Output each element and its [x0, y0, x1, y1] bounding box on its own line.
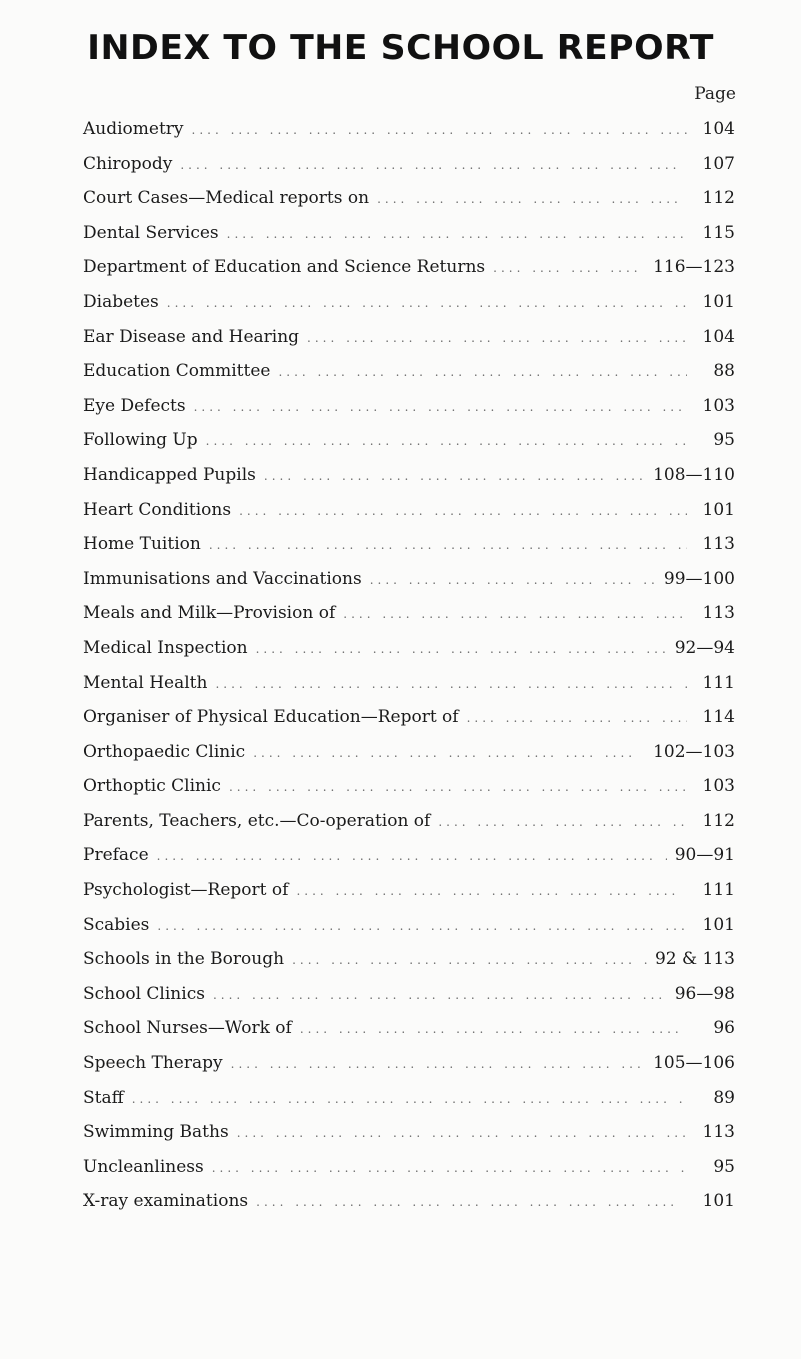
index-entry-page: 101 — [702, 291, 735, 312]
index-entry — [83, 596, 735, 631]
index-entry — [83, 112, 735, 147]
index-entry-label: Organiser of Physical Education—Report of — [83, 707, 459, 728]
dot-leader — [237, 1116, 687, 1151]
index-entry-page: 111 — [702, 880, 735, 901]
index-entry — [83, 147, 735, 182]
index-entry — [83, 1115, 735, 1150]
index-entry-label: Mental Health — [83, 672, 208, 693]
index-entry-page: 96—98 — [674, 983, 735, 1004]
index-entry — [83, 804, 735, 839]
index-entry-label: X-ray examinations — [83, 1191, 249, 1212]
index-entry — [83, 942, 735, 977]
dot-leader — [194, 390, 687, 425]
index-entry — [83, 389, 735, 424]
index-entry-label: Education Committee — [83, 361, 271, 382]
index-entry-label: Orthopaedic Clinic — [83, 741, 246, 762]
index-entry-page: 103 — [702, 776, 735, 797]
index-entry-page: 113 — [702, 603, 735, 624]
dot-leader — [292, 943, 647, 978]
index-entry — [83, 181, 735, 216]
index-entry-label: Eye Defects — [83, 395, 186, 416]
index-entry — [83, 838, 735, 873]
index-entry-label: Medical Inspection — [83, 637, 248, 658]
index-entry-page: 92 & 113 — [654, 949, 735, 970]
index-entry-label: Chiropody — [83, 153, 173, 174]
index-entry-page: 101 — [702, 914, 735, 935]
index-entry-label: Swimming Baths — [83, 1122, 229, 1143]
dot-leader — [215, 667, 687, 702]
index-entry — [83, 1011, 735, 1046]
dot-leader — [213, 978, 667, 1013]
dot-leader — [296, 874, 687, 909]
index-entry — [83, 908, 735, 943]
index-entry — [83, 977, 735, 1012]
index-entry-label: Uncleanliness — [83, 1156, 204, 1177]
index-entry-page: 88 — [713, 361, 735, 382]
dot-leader — [343, 597, 687, 632]
index-entry-label: Court Cases—Medical reports on — [83, 188, 370, 209]
index-entry — [83, 700, 735, 735]
dot-leader — [300, 1012, 687, 1047]
index-entry — [83, 493, 735, 528]
index-entry — [83, 562, 735, 597]
dot-leader — [132, 1082, 687, 1117]
index-entry-page: 101 — [702, 1191, 735, 1212]
index-entry-label: Dental Services — [83, 222, 219, 243]
dot-leader — [227, 217, 687, 252]
index-entry-label: Staff — [83, 1087, 124, 1108]
dot-leader — [206, 424, 687, 459]
index-entry-page: 116—123 — [653, 257, 735, 278]
index-entry-page: 95 — [713, 1156, 735, 1177]
index-entry-page: 113 — [702, 534, 735, 555]
index-entry — [83, 354, 735, 389]
index-entry-page: 90—91 — [674, 845, 735, 866]
index-entry-label: Home Tuition — [83, 534, 201, 555]
index-entry-label: Department of Education and Science Returns — [83, 257, 486, 278]
dot-leader — [438, 805, 687, 840]
index-entry — [83, 769, 735, 804]
index-entry-page: 104 — [702, 326, 735, 347]
dot-leader — [467, 701, 687, 736]
index-entry-label: Orthoptic Clinic — [83, 776, 221, 797]
index-entry-page: 107 — [702, 153, 735, 174]
index-entry-label: Speech Therapy — [83, 1053, 223, 1074]
index-entry-page: 96 — [713, 1018, 735, 1039]
index-entry-label: Psychologist—Report of — [83, 880, 289, 901]
page-column-header: Page — [694, 84, 736, 104]
index-entry-label: School Clinics — [83, 983, 205, 1004]
dot-leader — [253, 736, 645, 771]
dot-leader — [377, 182, 687, 217]
index-entry — [83, 735, 735, 770]
index-entry — [83, 285, 735, 320]
index-entry — [83, 631, 735, 666]
index-entry-label: Meals and Milk—Provision of — [83, 603, 336, 624]
dot-leader — [307, 321, 687, 356]
dot-leader — [256, 1185, 687, 1220]
index-entry-label: Immunisations and Vaccinations — [83, 568, 362, 589]
index-entry-page: 112 — [702, 810, 735, 831]
dot-leader — [209, 528, 687, 563]
index-entry-page: 99—100 — [663, 568, 735, 589]
index-entry-page: 105—106 — [653, 1053, 735, 1074]
page-title: INDEX TO THE SCHOOL REPORT — [87, 28, 714, 68]
index-entry-label: Following Up — [83, 430, 198, 451]
index-entry — [83, 527, 735, 562]
index-entry — [83, 216, 735, 251]
index-entry — [83, 1081, 735, 1116]
dot-leader — [370, 563, 656, 598]
index-entry-page: 108—110 — [653, 464, 735, 485]
dot-leader — [157, 909, 687, 944]
index-entry-page: 104 — [702, 119, 735, 139]
dot-leader — [264, 459, 645, 494]
index-entry-label: Ear Disease and Hearing — [83, 326, 300, 347]
index-entry-label: Audiometry — [83, 119, 184, 139]
dot-leader — [256, 632, 667, 667]
index-entry-page: 95 — [713, 430, 735, 451]
index-entry-label: Preface — [83, 845, 149, 866]
index-entry-page: 89 — [713, 1087, 735, 1108]
dot-leader — [192, 113, 687, 148]
index-entry-label: Parents, Teachers, etc.—Co-operation of — [83, 810, 431, 831]
dot-leader — [157, 839, 667, 874]
dot-leader — [278, 355, 687, 390]
dot-leader — [231, 1047, 645, 1082]
index-entry-page: 113 — [702, 1122, 735, 1143]
dot-leader — [212, 1151, 687, 1186]
dot-leader — [167, 286, 687, 321]
index-entry — [83, 1046, 735, 1081]
index-entry-label: School Nurses—Work of — [83, 1018, 292, 1039]
index-entry — [83, 320, 735, 355]
index-entry — [83, 250, 735, 285]
index-entry-page: 101 — [702, 499, 735, 520]
index-entry — [83, 458, 735, 493]
index-entry-label: Handicapped Pupils — [83, 464, 256, 485]
index-entry-label: Heart Conditions — [83, 499, 232, 520]
index-entry — [83, 1150, 735, 1185]
index-list — [83, 112, 735, 1219]
index-entry-label: Scabies — [83, 914, 150, 935]
dot-leader — [239, 494, 687, 529]
index-entry-label: Schools in the Borough — [83, 949, 285, 970]
dot-leader — [180, 148, 687, 183]
index-entry-page: 114 — [702, 707, 735, 728]
index-entry-page: 102—103 — [653, 741, 735, 762]
index-entry-page: 92—94 — [674, 637, 735, 658]
index-entry-page: 103 — [702, 395, 735, 416]
dot-leader — [493, 251, 645, 286]
index-entry-label: Diabetes — [83, 291, 159, 312]
index-entry — [83, 423, 735, 458]
index-entry — [83, 1184, 735, 1219]
index-entry-page: 115 — [702, 222, 735, 243]
index-entry-page: 111 — [702, 672, 735, 693]
dot-leader — [229, 770, 687, 805]
index-entry — [83, 666, 735, 701]
index-entry — [83, 873, 735, 908]
index-entry-page: 112 — [702, 188, 735, 209]
